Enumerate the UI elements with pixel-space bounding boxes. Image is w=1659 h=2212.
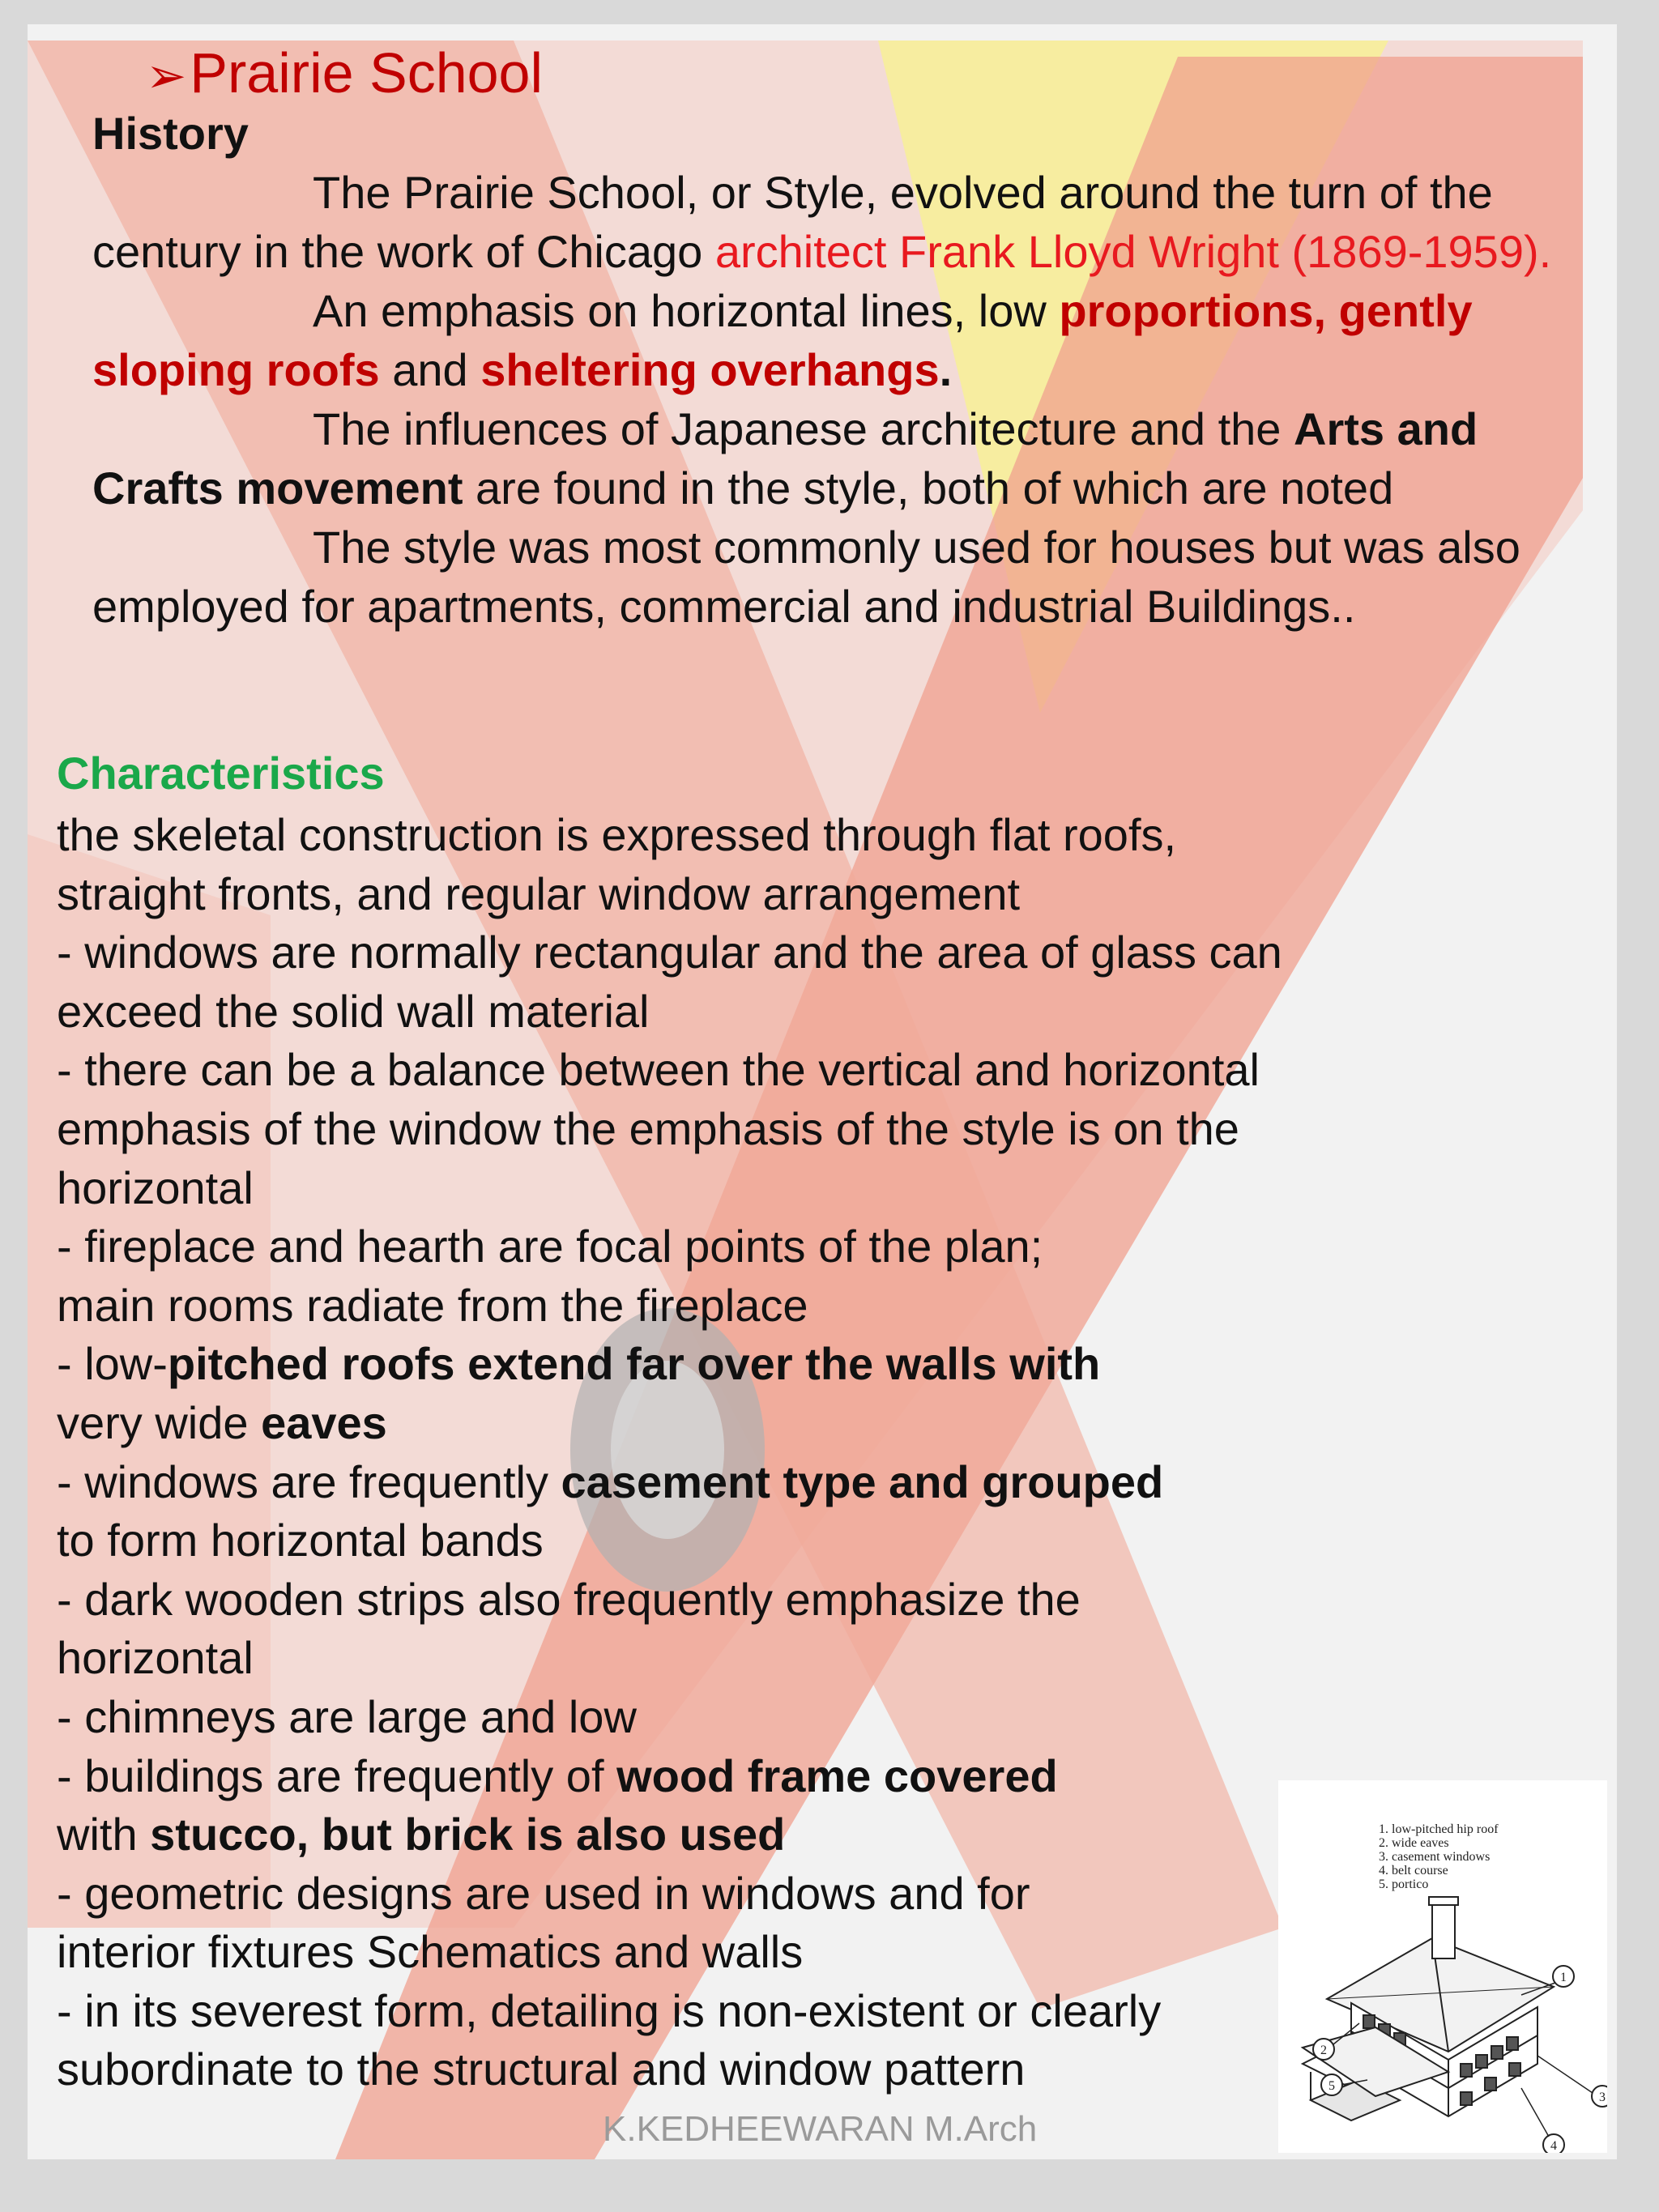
char-line-bold: wood frame covered (616, 1750, 1058, 1801)
char-line: emphasis of the window the emphasis of the style is on the (57, 1102, 1239, 1154)
history-p3-bold: Arts and Crafts movement (92, 403, 1478, 514)
house-drawing (1278, 1780, 1607, 2153)
char-line: horizontal (57, 1632, 254, 1684)
history-paragraph-1 (92, 163, 1615, 281)
char-line-bold: casement type and grouped (561, 1455, 1164, 1507)
author-credit: K.KEDHEEWARAN M.Arch (603, 2109, 1038, 2149)
title-text: Prairie School (190, 41, 544, 104)
history-p4-text: The style was most commonly used for houses but was also employed for apartments, commercial and industrial Buildings.. (92, 522, 1520, 632)
char-line: subordinate to the structural and window pattern (57, 2044, 1026, 2095)
history-paragraph-2 (92, 281, 1615, 399)
char-line (57, 1805, 1320, 1865)
char-line: straight fronts, and regular window arrangement (57, 867, 1021, 919)
legend-item: 4. belt course (1379, 1864, 1448, 1877)
char-line: - dark wooden strips also frequently emphasize the (57, 1573, 1081, 1625)
char-line-bold: eaves (261, 1396, 387, 1448)
history-p1-highlight: architect Frank Lloyd Wright (1869-1959). (714, 226, 1552, 277)
callout-3: 3 (1599, 2091, 1606, 2104)
history-paragraph-3 (92, 399, 1615, 518)
callout-5: 5 (1328, 2079, 1335, 2093)
characteristics-list (57, 806, 1320, 2099)
legend-item: 5. portico (1379, 1877, 1429, 1891)
char-line (57, 1335, 1320, 1394)
callout-4: 4 (1550, 2139, 1557, 2153)
prairie-house-diagram (1278, 1780, 1607, 2153)
char-line: - fireplace and hearth are focal points of the plan; (57, 1221, 1043, 1272)
char-line: interior fixtures Schematics and walls (57, 1926, 804, 1978)
char-line (57, 1394, 1320, 1453)
history-p2-highlight-2: sheltering overhangs (480, 344, 940, 395)
history-p2-joiner: and (379, 344, 481, 395)
char-line-text: - windows are frequently (57, 1455, 561, 1507)
char-line-text: - low- (57, 1338, 168, 1390)
history-heading: History (92, 108, 249, 159)
char-line: - chimneys are large and low (57, 1690, 637, 1742)
history-p2-end: . (939, 344, 953, 395)
char-line: - in its severest form, detailing is non-existent or clearly (57, 1984, 1162, 2036)
char-line (57, 1453, 1320, 1512)
char-line: exceed the solid wall material (57, 985, 650, 1037)
history-section (92, 104, 1615, 636)
slide-title (146, 40, 543, 105)
char-line: to form horizontal bands (57, 1515, 544, 1566)
char-line: - windows are normally rectangular and the area of glass can (57, 927, 1282, 978)
char-line: horizontal (57, 1161, 254, 1213)
char-line-text: with (57, 1809, 151, 1860)
char-line: - geometric designs are used in windows and for (57, 1867, 1030, 1919)
history-p1-text: The Prairie School, or Style, evolved around the turn of the century in the work of Chicago (92, 167, 1493, 277)
history-p3-tail: are found in the style, both of which are noted (463, 462, 1394, 514)
char-line-bold: pitched roofs extend far over the walls with (167, 1338, 1101, 1390)
history-paragraph-4 (92, 518, 1615, 636)
history-p2-text: An emphasis on horizontal lines, low (313, 285, 1060, 336)
arrow-bullet-icon: ➢ (146, 49, 187, 103)
char-line-text: very wide (57, 1396, 262, 1448)
char-line: the skeletal construction is expressed through flat roofs, (57, 809, 1177, 860)
char-line: - there can be a balance between the vertical and horizontal (57, 1044, 1260, 1096)
legend-item: 2. wide eaves (1379, 1836, 1449, 1850)
callout-2: 2 (1320, 2044, 1327, 2057)
char-line-text: - buildings are frequently of (57, 1750, 617, 1801)
char-line (57, 1747, 1320, 1806)
history-p2-highlight-1: proportions, gently sloping roofs (92, 285, 1473, 395)
char-line: main rooms radiate from the fireplace (57, 1279, 808, 1331)
characteristics-heading: Characteristics (57, 748, 385, 799)
char-line-bold: stucco, but brick is also used (150, 1809, 786, 1860)
legend-item: 1. low-pitched hip roof (1379, 1822, 1499, 1836)
legend-item: 3. casement windows (1379, 1850, 1491, 1864)
callout-1: 1 (1560, 1971, 1567, 1984)
history-p3-text: The influences of Japanese architecture and the (313, 403, 1294, 454)
slide (28, 24, 1617, 2159)
slide-content (28, 24, 1617, 2159)
